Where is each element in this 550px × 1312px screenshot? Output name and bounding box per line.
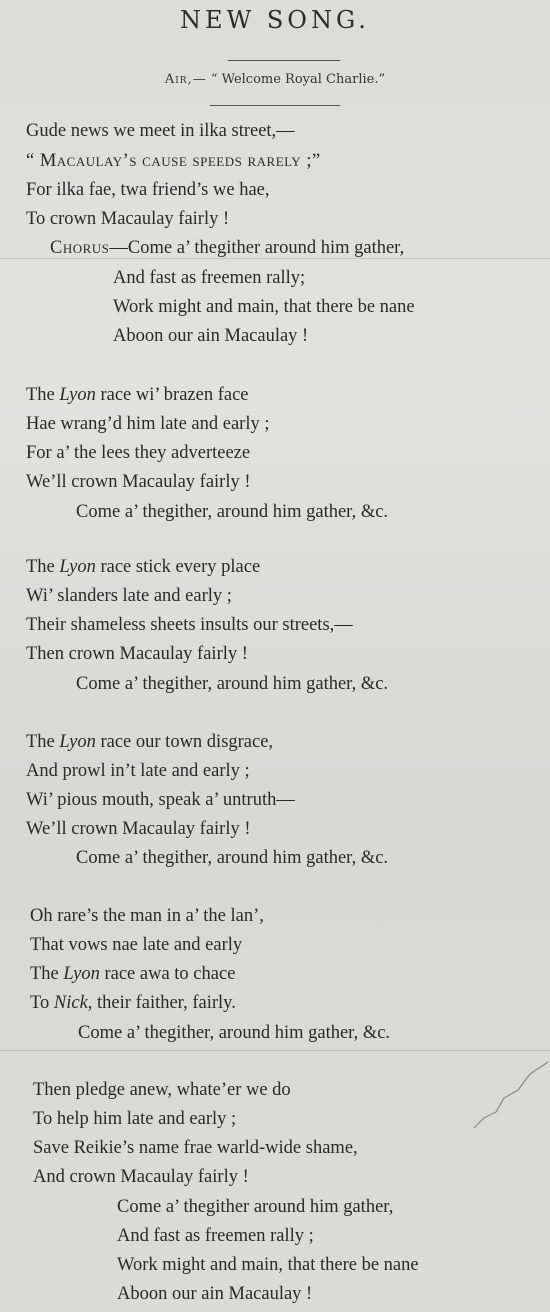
verse-line: Then pledge anew, whate’er we do <box>33 1080 291 1100</box>
chorus-label: Chorus <box>50 238 110 258</box>
verse-line: Then crown Macaulay fairly ! <box>26 644 248 664</box>
verse-line: And prowl in’t late and early ; <box>26 761 250 781</box>
verse-line: Wi’ pious mouth, speak a’ untruth— <box>26 790 295 810</box>
verse-line: Oh rare’s the man in a’ the lan’, <box>30 906 264 926</box>
air-line <box>0 72 550 87</box>
paper-fold <box>0 258 550 259</box>
verse-line: And crown Macaulay fairly ! <box>33 1167 249 1187</box>
chorus-line: And fast as freemen rally; <box>113 268 306 288</box>
verse-line: For a’ the lees they adverteeze <box>26 443 251 463</box>
verse-line: We’ll crown Macaulay fairly ! <box>26 819 251 839</box>
verse-line: Save Reikie’s name frae warld-wide shame, <box>33 1138 358 1158</box>
refrain-line: Come a’ thegither, around him gather, &c. <box>76 674 389 694</box>
verse-line: We’ll crown Macaulay fairly ! <box>26 472 251 492</box>
verse-line: Wi’ slanders late and early ; <box>26 586 232 606</box>
verse-line: The Lyon race stick every place <box>26 557 261 577</box>
paper-fold <box>0 1050 550 1051</box>
verse-line: Hae wrang’d him late and early ; <box>26 414 270 434</box>
verse-line: To help him late and early ; <box>33 1109 237 1129</box>
chorus-line: Work might and main, that there be nane <box>113 297 415 317</box>
refrain-line: Come a’ thegither, around him gather, &c. <box>76 502 389 522</box>
verse-line: The Lyon race awa to chace <box>30 964 236 984</box>
refrain-line: Come a’ thegither, around him gather, &c. <box>76 848 389 868</box>
song-title: NEW SONG. <box>180 6 370 34</box>
chorus-line: Come a’ thegither around him gather, <box>117 1197 394 1217</box>
air-prefix: Air,— <box>164 72 207 87</box>
verse-line: Their shameless sheets insults our streets,— <box>26 615 353 635</box>
verse-line: The Lyon race our town disgrace, <box>26 732 274 752</box>
verse-line: “ Macaulay’s cause speeds rarely ;” <box>26 151 321 171</box>
air-rule <box>210 105 340 106</box>
chorus-line: Work might and main, that there be nane <box>117 1255 419 1275</box>
verse-line: Gude news we meet in ilka street,— <box>26 121 295 141</box>
chorus-line: Chorus—Come a’ thegither around him gather, <box>50 238 405 258</box>
chorus-line: Aboon our ain Macaulay ! <box>113 326 309 346</box>
refrain-line: Come a’ thegither, around him gather, &c. <box>78 1023 391 1043</box>
verse-line: To Nick, their faither, fairly. <box>30 993 236 1013</box>
verse-line: That vows nae late and early <box>30 935 243 955</box>
chorus-line: Aboon our ain Macaulay ! <box>117 1284 313 1304</box>
verse-line: For ilka fae, twa friend’s we hae, <box>26 180 270 200</box>
title-rule <box>228 60 340 61</box>
air-tune: “ Welcome Royal Charlie.” <box>210 72 386 87</box>
chorus-line: And fast as freemen rally ; <box>117 1226 314 1246</box>
verse-line: To crown Macaulay fairly ! <box>26 209 230 229</box>
paper-crack <box>470 1060 550 1130</box>
verse-line: The Lyon race wi’ brazen face <box>26 385 249 405</box>
